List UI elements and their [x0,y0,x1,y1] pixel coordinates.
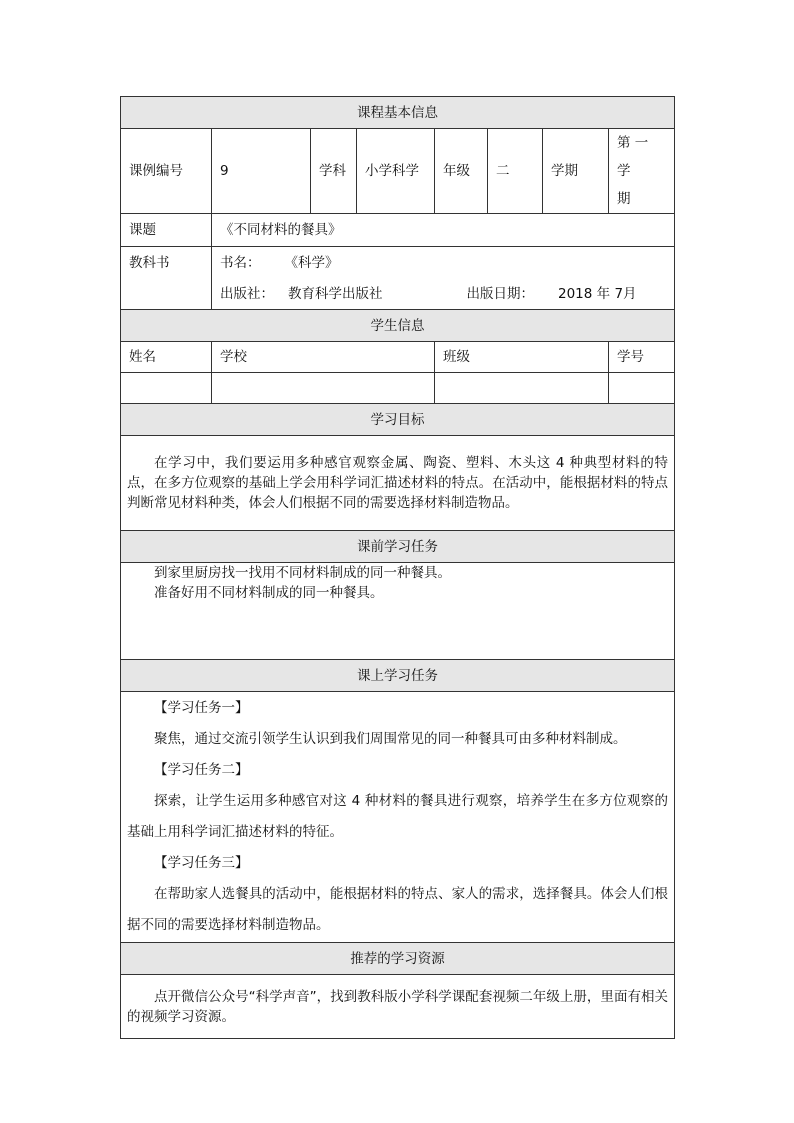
publisher-value: 教育科学出版社 [288,285,383,302]
school-label: 学校 [212,342,435,373]
subject-label: 学科 [311,129,357,214]
task-2-text: 探索，让学生运用多种感官对这 4 种材料的餐具进行观察，培养学生在多方位观察的基础上用科学词汇描述材料的特征。 [127,793,668,840]
section-student-info: 学生信息 [121,310,675,342]
section-resources: 推荐的学习资源 [121,943,675,975]
term-label: 学期 [543,129,609,214]
term-value-line1: 第 一 学 [617,135,649,179]
case-no-label: 课例编号 [121,129,212,214]
pub-date-value: 2018 年 7月 [558,285,637,302]
subject-value: 小学科学 [357,129,435,214]
task-3-title: 【学习任务三】 [154,855,249,871]
course-info-table [120,96,675,1039]
pre-class-task-1: 到家里厨房找一找用不同材料制成的同一种餐具。 [154,565,451,581]
textbook-label: 教科书 [121,247,212,310]
resources-text: 点开微信公众号“科学声音”，找到教科版小学科学课配套视频二年级上册，里面有相关的视频学习资源。 [127,988,668,1025]
school-value [212,373,435,404]
term-value [609,129,675,214]
class-label: 班级 [435,342,609,373]
task-1-title: 【学习任务一】 [154,700,249,716]
task-2-title: 【学习任务二】 [154,762,249,778]
publisher-label: 出版社： [220,285,274,302]
topic-label: 课题 [121,214,212,247]
grade-label: 年级 [435,129,488,214]
student-no-value [609,373,675,404]
learning-goals-cell [121,436,675,531]
textbook-details [212,247,675,310]
class-value [435,373,609,404]
task-1-text: 聚焦，通过交流引领学生认识到我们周围常见的同一种餐具可由多种材料制成。 [154,731,627,747]
course-document [120,96,674,1039]
pre-class-task-2: 准备好用不同材料制成的同一种餐具。 [154,585,384,601]
book-name-line [220,247,666,278]
name-value [121,373,212,404]
grade-value: 二 [488,129,543,214]
topic-value: 《不同材料的餐具》 [212,214,675,247]
section-learning-goals: 学习目标 [121,404,675,436]
learning-goals-text: 在学习中，我们要运用多种感官观察金属、陶瓷、塑料、木头这 4 种典型材料的特点，在多方位观察的基础上学会用科学词汇描述材料的特点。在活动中，能根据材料的特点判断常见材料种类，体会人们根据不同的需要选择材料制造物品。 [127,455,668,511]
pre-class-tasks-cell [121,563,675,660]
book-name-value: 《科学》 [284,254,339,271]
name-label: 姓名 [121,342,212,373]
in-class-tasks-cell [121,692,675,943]
section-in-class-tasks: 课上学习任务 [121,660,675,692]
case-no-value: 9 [212,129,311,214]
section-pre-class-tasks: 课前学习任务 [121,531,675,563]
publisher-line [220,278,666,309]
student-no-label: 学号 [609,342,675,373]
book-name-label: 书名： [220,254,261,271]
term-value-line2: 期 [617,191,631,207]
resources-cell [121,975,675,1039]
pub-date-label: 出版日期： [466,285,534,302]
section-course-info: 课程基本信息 [121,97,675,129]
task-3-text: 在帮助家人选餐具的活动中，能根据材料的特点、家人的需求，选择餐具。体会人们根据不同的需要选择材料制造物品。 [127,886,668,933]
